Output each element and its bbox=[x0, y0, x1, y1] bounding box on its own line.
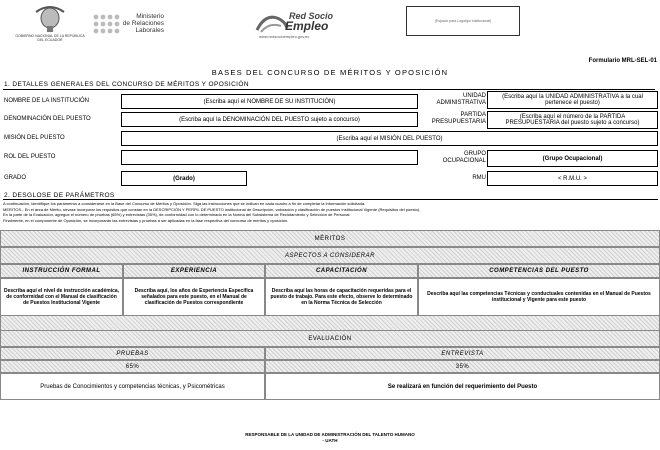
ministry-line-2: de Relaciones bbox=[122, 20, 164, 27]
form-code: Formulario MRL-SEL-01 bbox=[588, 58, 657, 64]
ministry-line-1: Ministerio bbox=[136, 13, 164, 20]
footer bbox=[0, 432, 660, 444]
footer-line-2: - UATH bbox=[322, 438, 338, 443]
merit-cell-experience-text: Describa aquí, los años de Experiencia Específica señalados para este puesto, en el Manual de clasificación de Puestos correspondiente bbox=[134, 288, 254, 306]
ministry-logo bbox=[92, 10, 162, 38]
interview-label: ENTREVISTA bbox=[441, 350, 484, 357]
intro-line-3: En la parte de la Evaluación, agregue el número de pruebas (65%) y entrevistas (35%), de conformidad con lo determinado en la Norma del Subsistema de Reclutamiento y Selección de Personal. bbox=[3, 212, 351, 217]
rmu-value: < R.M.U. > bbox=[557, 175, 587, 182]
budget-label: PARTIDA PRESUPUESTARIA bbox=[431, 112, 486, 125]
merit-cell-instruction-text: Describa aquí el nivel de instrucción académica, de conformidad con el Manual de clasificación de Puestos Institucional Vigente bbox=[3, 288, 120, 306]
group-value: (Grupo Ocupacional) bbox=[542, 155, 603, 162]
col-header-instruction-label: INSTRUCCIÓN FORMAL bbox=[22, 268, 101, 274]
group-label: GRUPO OCUPACIONAL bbox=[442, 151, 486, 164]
grade-value: (Grado) bbox=[173, 175, 195, 182]
merits-subtitle-bar bbox=[0, 247, 660, 264]
network-title-1: Red Socio bbox=[289, 11, 334, 21]
institution-logo-placeholder bbox=[406, 6, 520, 36]
institution-label: NOMBRE DE LA INSTITUCIÓN bbox=[4, 98, 90, 104]
page-title: BASES DEL CONCURSO DE MÉRITOS Y OPOSICIÓN bbox=[211, 68, 449, 77]
interview-header bbox=[265, 347, 660, 360]
merit-cell-training[interactable] bbox=[265, 278, 418, 316]
merits-title-bar bbox=[0, 230, 660, 247]
evaluation-spacer bbox=[0, 316, 660, 330]
intro-line-4: Finalmente, en el componente de Oposición, se incorporarán las entrevistas y pruebas a ser aplicadas en la fase respectiva del concurso de méritos y oposición. bbox=[3, 217, 289, 223]
unit-label: UNIDAD ADMINISTRATIVA bbox=[436, 93, 486, 106]
intro-line-1: A continuación, identifique los parámetros a considerarse en la Base del Concurso de Méritos y Oposición. Siga las instrucciones que se indican en cada cuadro a fin de completar la información solicitada. bbox=[3, 201, 366, 206]
institution-field[interactable] bbox=[121, 94, 418, 109]
col-header-competencies bbox=[418, 264, 660, 278]
denomination-value: (Escriba aquí la DENOMINACIÓN DEL PUESTO sujeto a concurso) bbox=[179, 116, 360, 123]
merits-title: MÉRITOS bbox=[314, 235, 346, 242]
network-url: www.redsocioempleo.gov.ec bbox=[259, 34, 310, 39]
tests-header bbox=[0, 347, 265, 360]
section-2-intro bbox=[3, 199, 658, 231]
tests-description: Pruebas de Conocimientos y competencias técnicas, y Psicométricas bbox=[40, 383, 225, 390]
tests-description-cell[interactable] bbox=[0, 373, 265, 400]
col-header-instruction bbox=[0, 264, 123, 278]
government-caption: GOBIERNO NACIONAL DE LA REPÚBLICA DEL ECUADOR bbox=[15, 34, 85, 42]
unit-value: (Escriba aquí la UNIDAD ADMINISTRATIVA a la cual pertenece el puesto) bbox=[502, 94, 643, 106]
col-header-training-label: CAPACITACIÓN bbox=[315, 268, 368, 274]
evaluation-title-bar bbox=[0, 330, 660, 347]
section-1-divider bbox=[3, 89, 655, 90]
denomination-field[interactable] bbox=[121, 112, 418, 127]
role-field[interactable] bbox=[121, 150, 418, 165]
group-field[interactable] bbox=[487, 150, 658, 167]
rmu-label: RMU bbox=[472, 175, 486, 181]
interview-percent-cell bbox=[265, 360, 660, 373]
rmu-field[interactable] bbox=[487, 171, 658, 186]
section-2-heading: 2. DESGLOSE DE PARÁMETROS bbox=[4, 192, 115, 199]
mission-value: (Escriba aquí el MISIÓN DEL PUESTO) bbox=[336, 135, 443, 142]
budget-field[interactable] bbox=[487, 111, 658, 129]
col-header-competencies-label: COMPETENCIAS DEL PUESTO bbox=[489, 268, 589, 274]
unit-field[interactable] bbox=[487, 91, 658, 109]
budget-value: (Escriba aquí el número de la PARTIDA PRESUPUESTARIA del puesto sujeto a concurso) bbox=[505, 114, 640, 126]
tests-label: PRUEBAS bbox=[116, 350, 149, 357]
ministry-line-3: Laborales bbox=[135, 27, 164, 34]
denomination-label: DENOMINACIÓN DEL PUESTO bbox=[4, 116, 91, 122]
merits-subtitle: ASPECTOS A CONSIDERAR bbox=[285, 252, 375, 259]
mission-label: MISIÓN DEL PUESTO bbox=[4, 135, 65, 141]
interview-percent: 35% bbox=[455, 363, 470, 370]
stamp-text: (Espacio para Logotipo Institucional) bbox=[434, 19, 492, 23]
mission-field[interactable] bbox=[121, 131, 658, 146]
intro-line-2: MERITOS.- En el área de Mérito, sírvase incorporar los requisitos que constan en la DESCRIPCIÓN Y PERFIL DE PUESTO institucional de Descripción, valoración y clasificación de puestos Institucional Vigente (Requisitos del puesto). bbox=[3, 206, 421, 212]
footer-line-1: RESPONSABLE DE LA UNIDAD DE ADMINISTRACIÓN DEL TALENTO HUMANO bbox=[245, 432, 415, 437]
merit-cell-instruction[interactable] bbox=[0, 278, 123, 316]
evaluation-title: EVALUACIÓN bbox=[308, 335, 352, 342]
grade-label: GRADO bbox=[4, 175, 27, 181]
red-socio-empleo-logo bbox=[255, 10, 340, 42]
merit-cell-experience[interactable] bbox=[123, 278, 265, 316]
merit-cell-training-text: Describa aquí las horas de capacitación requeridas para el puesto de trabajo. Para este efecto, observe lo determinado en la Norma Técnica de Selección bbox=[270, 288, 413, 306]
merit-cell-competencies-text: Describa aquí las competencias Técnicas y conductuales contenidas en el Manual de Puestos institucional y Vigente para este puesto bbox=[427, 291, 651, 303]
interview-description-cell[interactable] bbox=[265, 373, 660, 400]
tests-percent-cell bbox=[0, 360, 265, 373]
col-header-training bbox=[265, 264, 418, 278]
tests-percent: 65% bbox=[125, 363, 140, 370]
col-header-experience-label: EXPERIENCIA bbox=[170, 268, 218, 274]
section-1-heading: 1. DETALLES GENERALES DEL CONCURSO DE MÉRITOS Y OPOSICIÓN bbox=[4, 81, 249, 88]
merit-cell-competencies[interactable] bbox=[418, 278, 660, 316]
institution-value: (Escriba aquí el NOMBRE DE SU INSTITUCIÓN) bbox=[203, 98, 336, 105]
interview-description: Se realizará en función del requerimiento del Puesto bbox=[387, 383, 538, 390]
network-title-2: Empleo bbox=[285, 19, 329, 33]
ecuador-coat-of-arms bbox=[32, 4, 68, 34]
col-header-experience bbox=[123, 264, 265, 278]
role-label: ROL DEL PUESTO bbox=[4, 154, 56, 160]
grade-field[interactable] bbox=[121, 171, 247, 186]
